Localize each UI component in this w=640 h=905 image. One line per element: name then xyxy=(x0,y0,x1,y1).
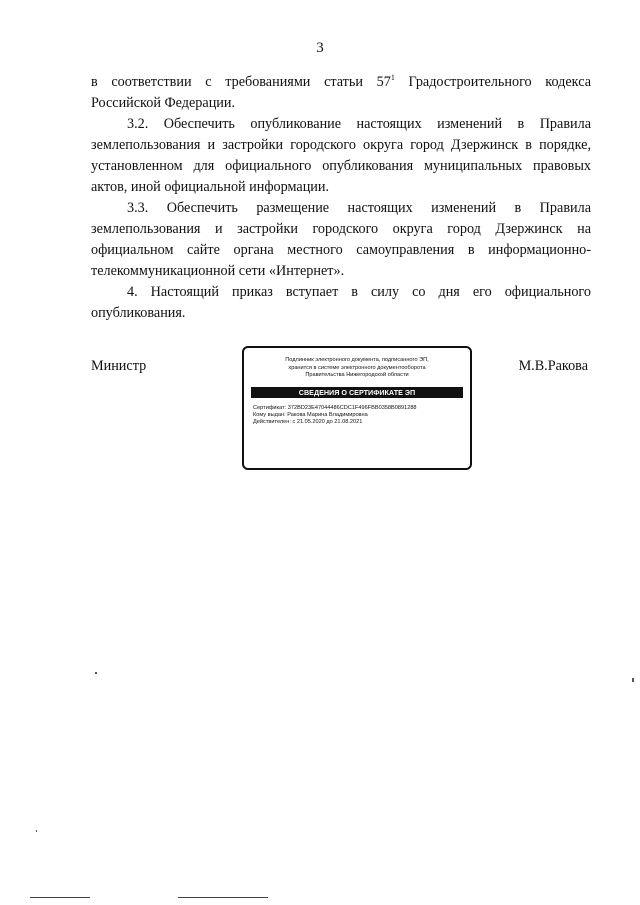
stamp-certificate-header: СВЕДЕНИЯ О СЕРТИФИКАТЕ ЭП xyxy=(251,387,463,398)
stamp-certificate-number: Сертификат: 372BD23E47044486CDC1F496FBB0358B0891288 xyxy=(253,404,417,411)
signer-name: М.В.Ракова xyxy=(518,358,588,374)
article-superscript: 1 xyxy=(390,73,395,82)
stamp-certificate-info xyxy=(253,405,470,427)
page-number: 3 xyxy=(316,40,324,56)
paragraph-1-text: в соответствии с требованиями статьи 57 xyxy=(91,74,391,90)
scan-speck xyxy=(95,672,97,674)
stamp-line-1: Подлинник электронного документа, подписанного ЭП, xyxy=(285,357,429,363)
paragraph-4: 4. Настоящий приказ вступает в силу со дня его официального опубликования. xyxy=(91,284,591,321)
paragraph-3-3: 3.3. Обеспечить размещение настоящих изменений в Правила землепользования и застройки городского округа город Дзержинск на официальном сайте органа местного самоуправления в информационно-телекоммуникационной сети «Интернет». xyxy=(91,200,591,279)
scan-speck xyxy=(36,830,37,832)
stamp-line-3: Правительства Нижегородской области xyxy=(305,372,409,378)
scan-edge-line xyxy=(178,897,268,898)
digital-signature-stamp xyxy=(242,346,472,470)
scan-edge-line xyxy=(30,897,90,898)
stamp-header-text xyxy=(244,357,470,380)
paragraph-3-2: 3.2. Обеспечить опубликование настоящих изменений в Правила землепользования и застройки городского округа город Дзержинск в порядке, установленном для официального опубликования муниципальных правовых актов, иной официальной информации. xyxy=(91,116,591,195)
document-body xyxy=(91,72,591,324)
scan-speck xyxy=(632,678,634,682)
paragraph-1-tail: Градостроительного кодекса Российской Федерации. xyxy=(91,74,591,111)
paragraph-1 xyxy=(91,72,591,114)
stamp-issued-to: Кому выдан: Ракова Марина Владимировна xyxy=(253,411,368,418)
stamp-line-2: хранится в системе электронного документооборота xyxy=(288,364,426,371)
stamp-validity: Действителен: с 21.05.2020 до 21.08.2021 xyxy=(253,419,363,426)
signer-title: Министр xyxy=(91,358,147,374)
